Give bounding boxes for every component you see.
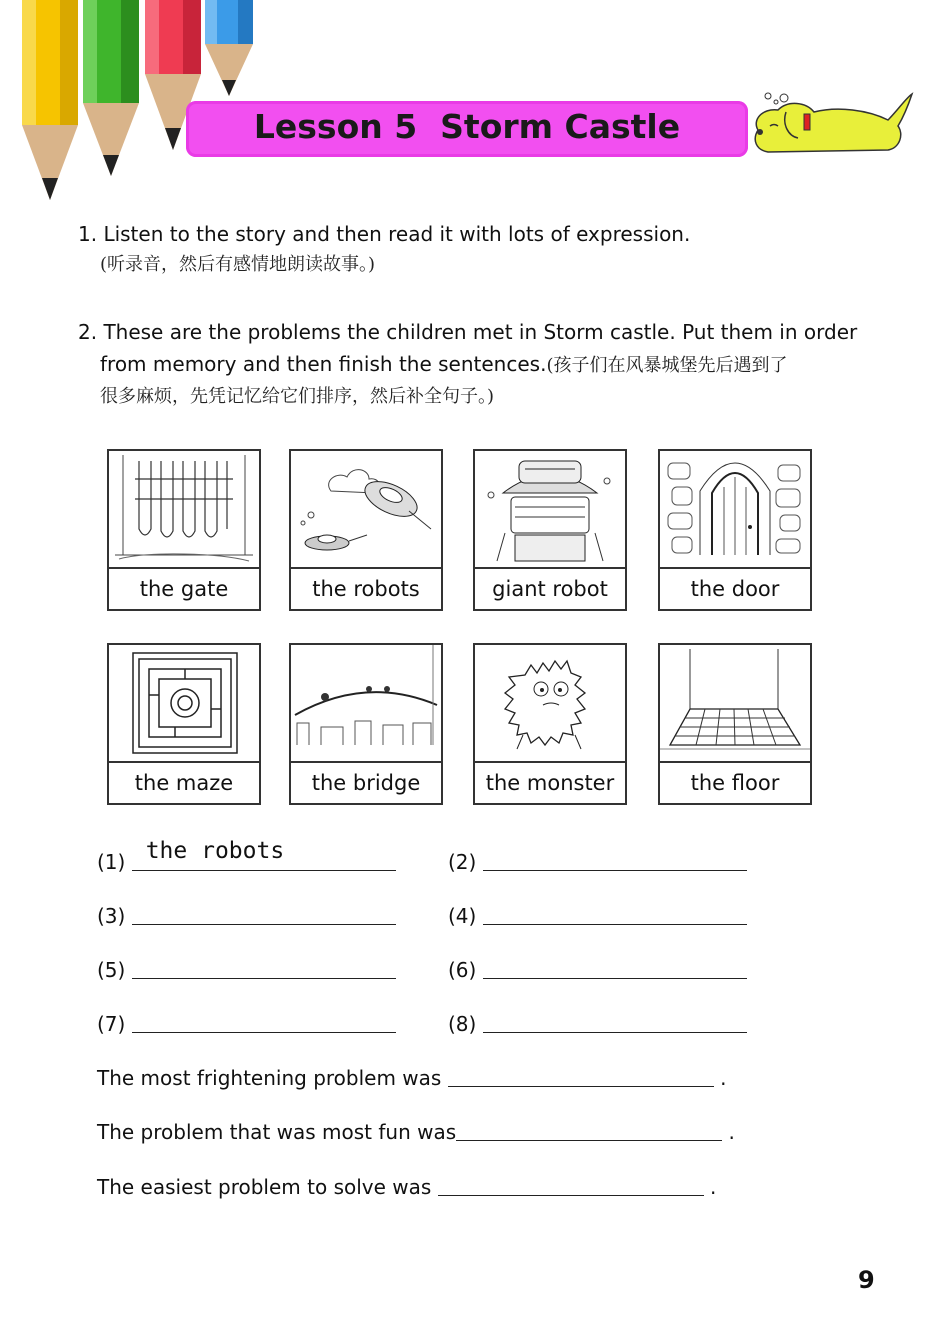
sentence-easiest xyxy=(97,1171,716,1199)
answer-4-field[interactable] xyxy=(483,902,747,925)
sentence-most-frightening xyxy=(97,1062,726,1090)
answer-1-number: (1) xyxy=(97,850,126,874)
answer-8 xyxy=(448,1008,747,1036)
question-2-line-2: from memory and then finish the sentences. xyxy=(100,352,547,376)
robots-picture xyxy=(291,451,441,567)
card-label-floor: the floor xyxy=(690,771,780,795)
maze-picture xyxy=(109,645,259,761)
answer-6-field[interactable] xyxy=(483,956,747,979)
green-pencil-icon xyxy=(83,0,139,180)
sentence-most-fun xyxy=(97,1116,735,1144)
answer-1-field[interactable] xyxy=(132,838,396,871)
picture-card-robots xyxy=(289,449,443,611)
card-label-monster: the monster xyxy=(485,771,615,795)
page-number: 9 xyxy=(858,1266,875,1294)
answer-1 xyxy=(97,838,396,874)
gate-picture xyxy=(109,451,259,567)
monster-picture xyxy=(475,645,625,761)
question-2-translation-2: 很多麻烦，先凭记忆给它们排序，然后补全句子。) xyxy=(100,386,495,407)
sentence-2-end: . xyxy=(728,1120,735,1144)
card-label-gate: the gate xyxy=(139,577,229,601)
picture-card-floor xyxy=(658,643,812,805)
sentence-3-end: . xyxy=(710,1175,717,1199)
answer-5-number: (5) xyxy=(97,958,126,982)
giant-robot-picture xyxy=(475,451,625,567)
question-2-line-1: 2. These are the problems the children met in Storm castle. Put them in order xyxy=(78,320,858,344)
title-banner xyxy=(186,101,748,157)
answer-2 xyxy=(448,846,747,874)
picture-card-maze xyxy=(107,643,261,805)
answer-3 xyxy=(97,900,396,928)
picture-card-giant-robot xyxy=(473,449,627,611)
card-label-maze: the maze xyxy=(134,771,234,795)
floor-picture xyxy=(660,645,810,761)
answer-1-handwriting: the robots xyxy=(145,838,285,864)
answer-8-number: (8) xyxy=(448,1012,477,1036)
answer-8-field[interactable] xyxy=(483,1010,747,1033)
question-1-text: 1. Listen to the story and then read it with lots of expression. xyxy=(78,222,691,246)
sentence-3-field[interactable] xyxy=(438,1173,704,1196)
answer-2-field[interactable] xyxy=(483,848,747,871)
card-label-giant-robot: giant robot xyxy=(492,577,608,601)
question-1 xyxy=(78,218,878,280)
answer-7-field[interactable] xyxy=(132,1010,396,1033)
answer-5 xyxy=(97,954,396,982)
sleeping-dog-icon xyxy=(748,90,918,158)
answer-4-number: (4) xyxy=(448,904,477,928)
answer-4 xyxy=(448,900,747,928)
sentence-3-text: The easiest problem to solve was xyxy=(97,1175,432,1199)
card-label-bridge: the bridge xyxy=(311,771,421,795)
sentence-2-field[interactable] xyxy=(456,1118,722,1141)
answer-5-field[interactable] xyxy=(132,956,396,979)
card-label-door: the door xyxy=(690,577,780,601)
answer-3-number: (3) xyxy=(97,904,126,928)
picture-card-bridge xyxy=(289,643,443,805)
answer-3-field[interactable] xyxy=(132,902,396,925)
yellow-pencil-icon xyxy=(22,0,78,205)
answer-6 xyxy=(448,954,747,982)
sentence-1-end: . xyxy=(720,1066,727,1090)
question-2 xyxy=(78,316,898,412)
sentence-1-field[interactable] xyxy=(448,1064,714,1087)
question-1-translation: (听录音，然后有感情地朗读故事。) xyxy=(100,254,376,275)
bridge-picture xyxy=(291,645,441,761)
picture-card-door xyxy=(658,449,812,611)
question-2-translation-1: (孩子们在风暴城堡先后遇到了 xyxy=(546,355,788,376)
sentence-1-text: The most frightening problem was xyxy=(97,1066,442,1090)
answer-6-number: (6) xyxy=(448,958,477,982)
answer-7 xyxy=(97,1008,396,1036)
answer-7-number: (7) xyxy=(97,1012,126,1036)
page-title: Lesson 5 Storm Castle xyxy=(253,107,681,146)
answer-2-number: (2) xyxy=(448,850,477,874)
sentence-2-text: The problem that was most fun was xyxy=(97,1120,457,1144)
card-label-robots: the robots xyxy=(312,577,420,601)
door-picture xyxy=(660,451,810,567)
blue-pencil-icon xyxy=(205,0,253,98)
picture-card-monster xyxy=(473,643,627,805)
picture-card-gate xyxy=(107,449,261,611)
